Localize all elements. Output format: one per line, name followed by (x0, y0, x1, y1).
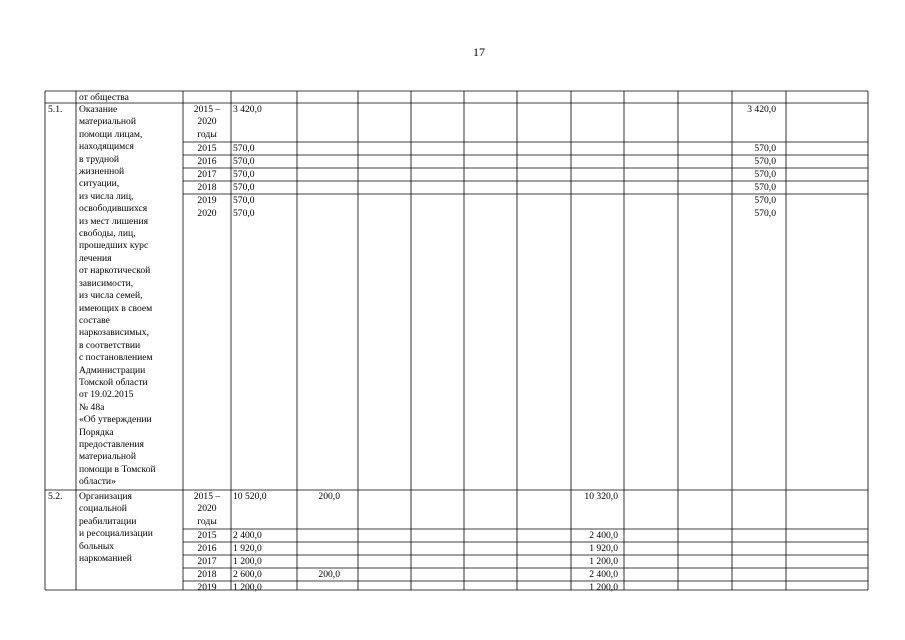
row-period: 2015 – 2020 годы (193, 491, 221, 527)
row-number: 5.2. (48, 491, 63, 502)
year-col6: 2 400,0 (589, 529, 618, 541)
year-total: 1 200,0 (233, 581, 262, 593)
year-col6: 1 200,0 (589, 555, 618, 567)
year-label: 2015 (197, 529, 217, 541)
year-label: 2018 (197, 568, 217, 580)
year-col6: 1 920,0 (589, 542, 618, 554)
row-col2: 200,0 (318, 491, 340, 502)
year-total: 570,0 (233, 155, 255, 167)
year-label: 2019 (197, 194, 217, 206)
row-col6: 10 320,0 (584, 491, 618, 502)
row-number: 5.1. (48, 104, 63, 115)
year-total: 570,0 (233, 194, 255, 206)
row-name: Организация социальной реабилитации и ресоциализации больных наркоманией (79, 491, 153, 565)
year-label: 2017 (197, 168, 217, 180)
year-label: 2016 (197, 155, 217, 167)
year-total: 570,0 (233, 181, 255, 193)
year-col9: 570,0 (754, 181, 776, 193)
year-total: 570,0 (233, 142, 255, 154)
year-label: 2016 (197, 542, 217, 554)
year-total: 1 200,0 (233, 555, 262, 567)
year-label: 2017 (197, 555, 217, 567)
year-col9: 570,0 (754, 207, 776, 219)
row-name: Оказание материальной помощи лицам, находящимся в трудной жизненной ситуации, из числа лиц, освободившихся из мест лишения свободы, лиц, прошедших курс лечения от наркотической зависимости, из числа семей, имеющих в своем составе наркозависимых, в соответствии с постановлением Администрации Томской области от 19.02.2015 № 48а «Об утверждении Порядка предоставления материальной помощи в Томской области» (79, 104, 156, 488)
row-period: 2015 – 2020 годы (193, 104, 221, 140)
year-label: 2018 (197, 181, 217, 193)
year-col9: 570,0 (754, 194, 776, 206)
year-col6: 1 200,0 (589, 581, 618, 593)
year-total: 1 920,0 (233, 542, 262, 554)
year-col2: 200,0 (318, 568, 340, 580)
year-col9: 570,0 (754, 142, 776, 154)
carryover-name: от общества (79, 91, 129, 103)
year-total: 2 400,0 (233, 529, 262, 541)
year-col9: 570,0 (754, 155, 776, 167)
row-total: 10 520,0 (233, 491, 267, 502)
year-total: 570,0 (233, 168, 255, 180)
year-label: 2020 (197, 207, 217, 219)
year-col9: 570,0 (754, 168, 776, 180)
year-label: 2019 (197, 581, 217, 593)
page-number: 17 (473, 45, 485, 59)
row-col9: 3 420,0 (747, 104, 776, 115)
year-total: 2 600,0 (233, 568, 262, 580)
row-total: 3 420,0 (233, 104, 262, 115)
year-total: 570,0 (233, 207, 255, 219)
year-label: 2015 (197, 142, 217, 154)
year-col6: 2 400,0 (589, 568, 618, 580)
